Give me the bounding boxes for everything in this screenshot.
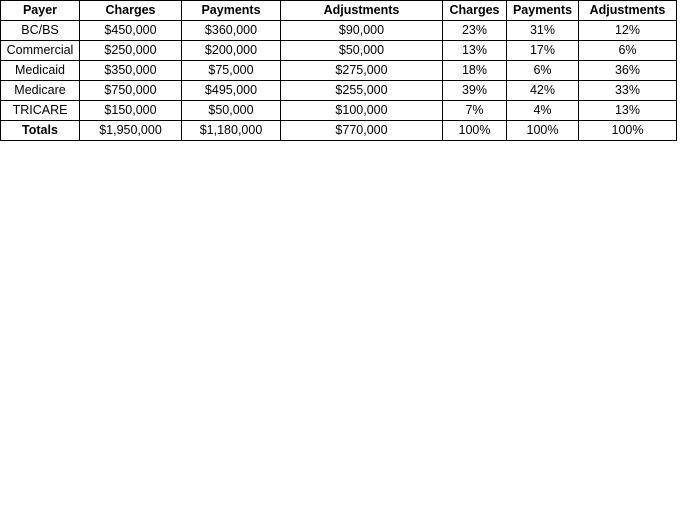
header-row — [1, 1, 677, 21]
cell-payments[interactable]: $50,000 — [182, 101, 281, 121]
header-adjustments-pct[interactable]: Adjustments — [579, 1, 677, 21]
cell-charges[interactable]: $150,000 — [80, 101, 182, 121]
cell-adjustments[interactable]: $255,000 — [281, 81, 443, 101]
cell-payments-pct[interactable]: 31% — [507, 21, 579, 41]
cell-payments-pct[interactable]: 6% — [507, 61, 579, 81]
cell-charges[interactable]: $250,000 — [80, 41, 182, 61]
header-payments-pct[interactable]: Payments — [507, 1, 579, 21]
cell-total-payments[interactable]: $1,180,000 — [182, 121, 281, 141]
cell-charges-pct[interactable]: 13% — [443, 41, 507, 61]
cell-payer[interactable]: TRICARE — [1, 101, 80, 121]
cell-payments[interactable]: $495,000 — [182, 81, 281, 101]
header-charges[interactable]: Charges — [80, 1, 182, 21]
cell-payments-pct[interactable]: 17% — [507, 41, 579, 61]
cell-charges-pct[interactable]: 18% — [443, 61, 507, 81]
cell-total-adjustments-pct[interactable]: 100% — [579, 121, 677, 141]
cell-adjustments[interactable]: $50,000 — [281, 41, 443, 61]
cell-adjustments-pct[interactable]: 33% — [579, 81, 677, 101]
cell-payer[interactable]: Medicaid — [1, 61, 80, 81]
cell-charges[interactable]: $450,000 — [80, 21, 182, 41]
cell-charges[interactable]: $750,000 — [80, 81, 182, 101]
cell-total-adjustments[interactable]: $770,000 — [281, 121, 443, 141]
cell-payments[interactable]: $75,000 — [182, 61, 281, 81]
table-row — [1, 41, 677, 61]
table-row — [1, 61, 677, 81]
cell-payer[interactable]: Commercial — [1, 41, 80, 61]
cell-payments[interactable]: $200,000 — [182, 41, 281, 61]
cell-adjustments-pct[interactable]: 13% — [579, 101, 677, 121]
cell-payments-pct[interactable]: 4% — [507, 101, 579, 121]
totals-row — [1, 121, 677, 141]
table-row — [1, 101, 677, 121]
header-payer[interactable]: Payer — [1, 1, 80, 21]
cell-total-payments-pct[interactable]: 100% — [507, 121, 579, 141]
header-adjustments[interactable]: Adjustments — [281, 1, 443, 21]
cell-charges-pct[interactable]: 23% — [443, 21, 507, 41]
cell-charges-pct[interactable]: 39% — [443, 81, 507, 101]
cell-total-charges[interactable]: $1,950,000 — [80, 121, 182, 141]
cell-totals-label[interactable]: Totals — [1, 121, 80, 141]
cell-payer[interactable]: BC/BS — [1, 21, 80, 41]
cell-payer[interactable]: Medicare — [1, 81, 80, 101]
cell-adjustments[interactable]: $90,000 — [281, 21, 443, 41]
table-row — [1, 21, 677, 41]
cell-total-charges-pct[interactable]: 100% — [443, 121, 507, 141]
cell-adjustments[interactable]: $275,000 — [281, 61, 443, 81]
payer-summary-table — [0, 0, 677, 141]
header-payments[interactable]: Payments — [182, 1, 281, 21]
spreadsheet-area — [0, 0, 677, 141]
cell-adjustments-pct[interactable]: 6% — [579, 41, 677, 61]
cell-payments-pct[interactable]: 42% — [507, 81, 579, 101]
cell-adjustments[interactable]: $100,000 — [281, 101, 443, 121]
cell-charges-pct[interactable]: 7% — [443, 101, 507, 121]
cell-payments[interactable]: $360,000 — [182, 21, 281, 41]
table-row — [1, 81, 677, 101]
cell-adjustments-pct[interactable]: 12% — [579, 21, 677, 41]
header-charges-pct[interactable]: Charges — [443, 1, 507, 21]
cell-charges[interactable]: $350,000 — [80, 61, 182, 81]
cell-adjustments-pct[interactable]: 36% — [579, 61, 677, 81]
